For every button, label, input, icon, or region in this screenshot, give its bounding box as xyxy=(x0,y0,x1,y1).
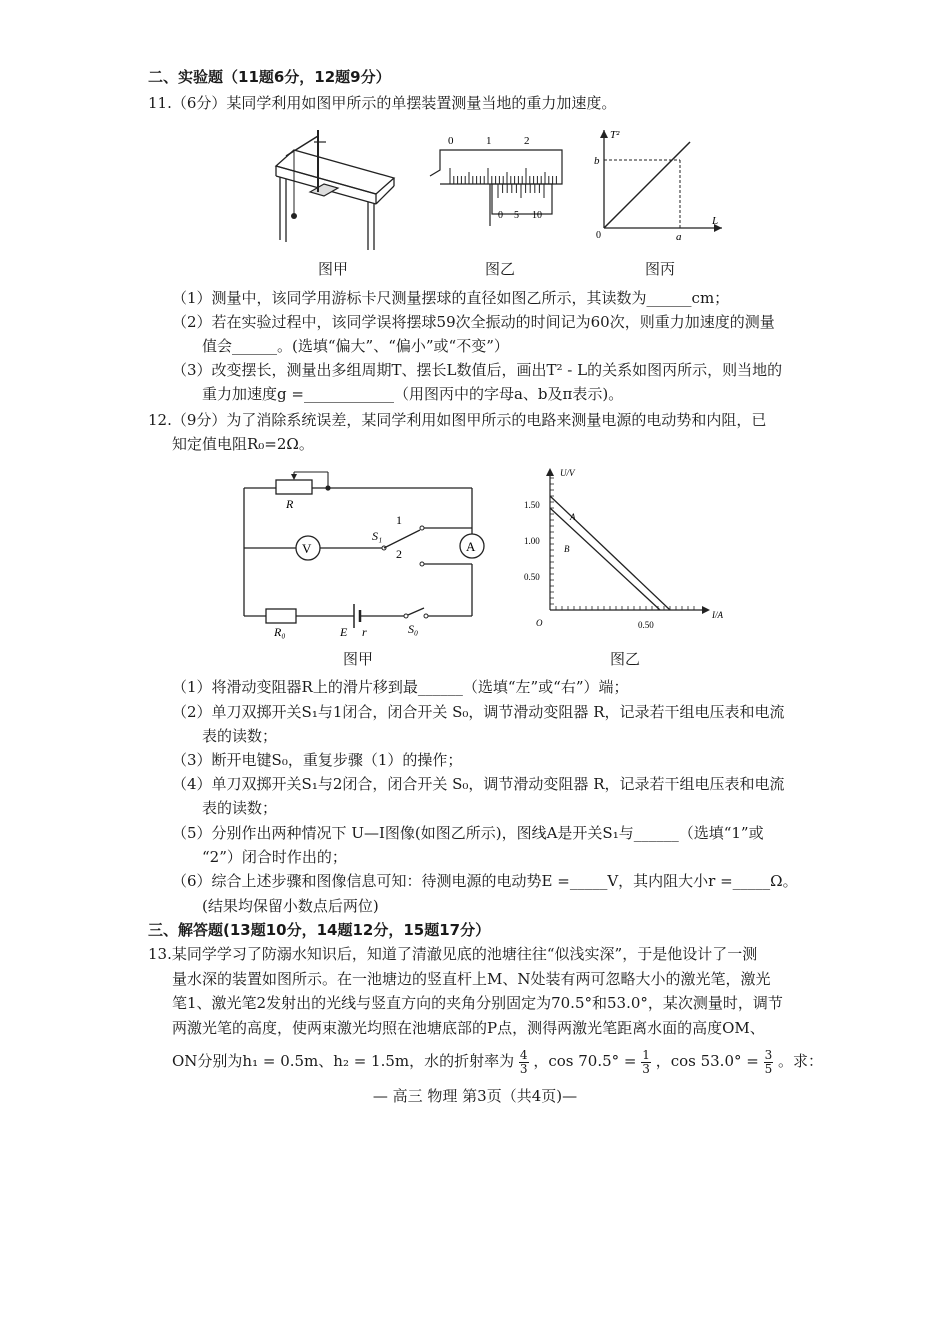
q12-stem-line-1: 12.（9分）为了消除系统误差，某同学利用如图甲所示的电路来测量电源的电动势和内阻，已 xyxy=(148,411,767,429)
q12-step-4-cont: 表的读数； xyxy=(202,799,278,817)
section-3-heading: 三、解答题(13题10分，14题12分，15题17分） xyxy=(148,921,491,939)
voltmeter-symbol: V xyxy=(302,541,312,556)
graph-a-label: a xyxy=(676,231,682,243)
line-B-label: B xyxy=(564,544,570,554)
q12-stem-line-2: 知定值电阻R₀=2Ω。 xyxy=(172,435,314,453)
circuit-label-r: r xyxy=(362,625,367,639)
q12-step-2-cont: 表的读数； xyxy=(202,727,278,745)
fig-caption-jia: 图甲 xyxy=(317,260,348,278)
ui-origin: O xyxy=(536,618,543,628)
q13-cos70-text: ，cos 70.5° = xyxy=(533,1052,637,1070)
q12-step-2: （2）单刀双掷开关S₁与1闭合，闭合开关 S₀，调节滑动变阻器 R，记录若干组电压表和电流 xyxy=(172,703,785,721)
switch-contact-1: 1 xyxy=(396,513,402,527)
fig-caption-bing: 图丙 xyxy=(644,260,675,278)
q13-line-2: 量水深的装置如图所示。在一池塘边的竖直杆上M、N处装有两可忽略大小的激光笔，激光 xyxy=(172,970,771,988)
caliper-main-label: 0 xyxy=(448,135,454,147)
line-A-label: A xyxy=(570,512,576,522)
q11-part-1: （1）测量中，该同学用游标卡尺测量摆球的直径如图乙所示，其读数为______cm； xyxy=(172,289,730,307)
u-i-graph-figure xyxy=(520,460,740,632)
cos70-fraction: $\frac{1}{3}$ xyxy=(642,1047,650,1076)
ui-y-tick: 1.50 xyxy=(524,500,540,510)
q13-line-4: 两激光笔的高度，使两束激光均照在池塘底部的P点，测得两激光笔距离水面的高度OM、 xyxy=(172,1019,765,1037)
q13-line-5 xyxy=(172,1046,823,1076)
circuit-label-R: R xyxy=(286,497,294,511)
graph-origin: 0 xyxy=(596,230,601,241)
q13-cos53-text: ，cos 53.0° = xyxy=(655,1052,759,1070)
fig-caption-yi: 图乙 xyxy=(484,260,515,278)
circuit-label-S1: S₁ xyxy=(372,529,383,543)
vernier-label: 5 xyxy=(514,210,519,221)
q12-step-5-cont: “2”）闭合时作出的； xyxy=(202,848,347,866)
ui-y-tick: 0.50 xyxy=(524,572,540,582)
vernier-label: 0 xyxy=(498,210,503,221)
pendulum-apparatus-figure xyxy=(268,122,398,252)
vernier-label: 10 xyxy=(532,210,542,221)
page-footer: — 高三 物理 第3页（共4页)— xyxy=(372,1087,578,1105)
graph-b-label: b xyxy=(594,155,600,167)
circuit-label-R0: R₀ xyxy=(274,625,286,639)
section-2-heading: 二、实验题（11题6分，12题9分） xyxy=(148,68,391,86)
q12-step-3: （3）断开电键S₀，重复步骤（1）的操作； xyxy=(172,751,463,769)
q11-stem: 11.（6分）某同学利用如图甲所示的单摆装置测量当地的重力加速度。 xyxy=(148,94,617,112)
q13-line-3: 笔1、激光笔2发射出的光线与竖直方向的夹角分别固定为70.5°和53.0°，某次测量时，调节 xyxy=(172,994,783,1012)
circuit-diagram-figure xyxy=(236,468,486,644)
ui-y-label: U/V xyxy=(560,468,575,478)
ui-y-tick: 1.00 xyxy=(524,536,540,546)
q11-part-3: （3）改变摆长，测量出多组周期T、摆长L数值后，画出T² - L的关系如图丙所示，则当地的 xyxy=(172,361,783,379)
ammeter-symbol: A xyxy=(466,539,476,554)
q12-step-6: （6）综合上述步骤和图像信息可知：待测电源的电动势E =_____V，其内阻大小r =_____Ω。 xyxy=(172,872,798,890)
graph-x-label: L xyxy=(712,215,719,227)
q12-step-4: （4）单刀双掷开关S₁与2闭合，闭合开关 S₀，调节滑动变阻器 R，记录若干组电压表和电流 xyxy=(172,775,785,793)
switch-contact-2: 2 xyxy=(396,547,402,561)
caliper-main-label: 1 xyxy=(486,135,492,147)
graph-y-label: T² xyxy=(610,129,620,141)
q13-line-5-start: ON分别为h₁ = 0.5m、h₂ = 1.5m，水的折射率为 xyxy=(172,1052,515,1070)
circuit-label-E: E xyxy=(340,625,348,639)
circuit-label-S0: S₀ xyxy=(408,622,419,636)
ui-x-label: I/A xyxy=(712,610,723,620)
ui-x-tick: 0.50 xyxy=(638,620,654,630)
t2-l-graph-figure xyxy=(590,124,730,244)
refraction-index-fraction: $\frac{4}{3}$ xyxy=(519,1047,528,1076)
q12-step-6-cont: (结果均保留小数点后两位) xyxy=(202,897,379,915)
q12-step-1: （1）将滑动变阻器R上的滑片移到最______（选填“左”或“右”）端； xyxy=(172,678,629,696)
cos53-fraction: $\frac{3}{5}$ xyxy=(764,1047,773,1076)
q13-line-1: 13.某同学学习了防溺水知识后，知道了清澈见底的池塘往往“似浅实深”，于是他设计了一测 xyxy=(148,945,758,963)
caliper-main-label: 2 xyxy=(524,135,530,147)
fig-caption-ui: 图乙 xyxy=(609,650,640,668)
q12-step-5: （5）分别作出两种情况下 U—I图像(如图乙所示)，图线A是开关S₁与______（选填“1”或 xyxy=(172,824,764,842)
q11-part-2-cont: 值会______。(选填“偏大”、“偏小”或“不变”） xyxy=(202,337,509,355)
q13-line-5-end: 。求： xyxy=(778,1052,824,1070)
vernier-caliper-figure xyxy=(428,130,568,226)
q11-part-2: （2）若在实验过程中，该同学误将摆球59次全振动的时间记为60次，则重力加速度的测量 xyxy=(172,313,775,331)
fig-caption-circuit: 图甲 xyxy=(342,650,373,668)
q11-part-3-cont: 重力加速度g =____________（用图丙中的字母a、b及π表示)。 xyxy=(202,385,624,403)
